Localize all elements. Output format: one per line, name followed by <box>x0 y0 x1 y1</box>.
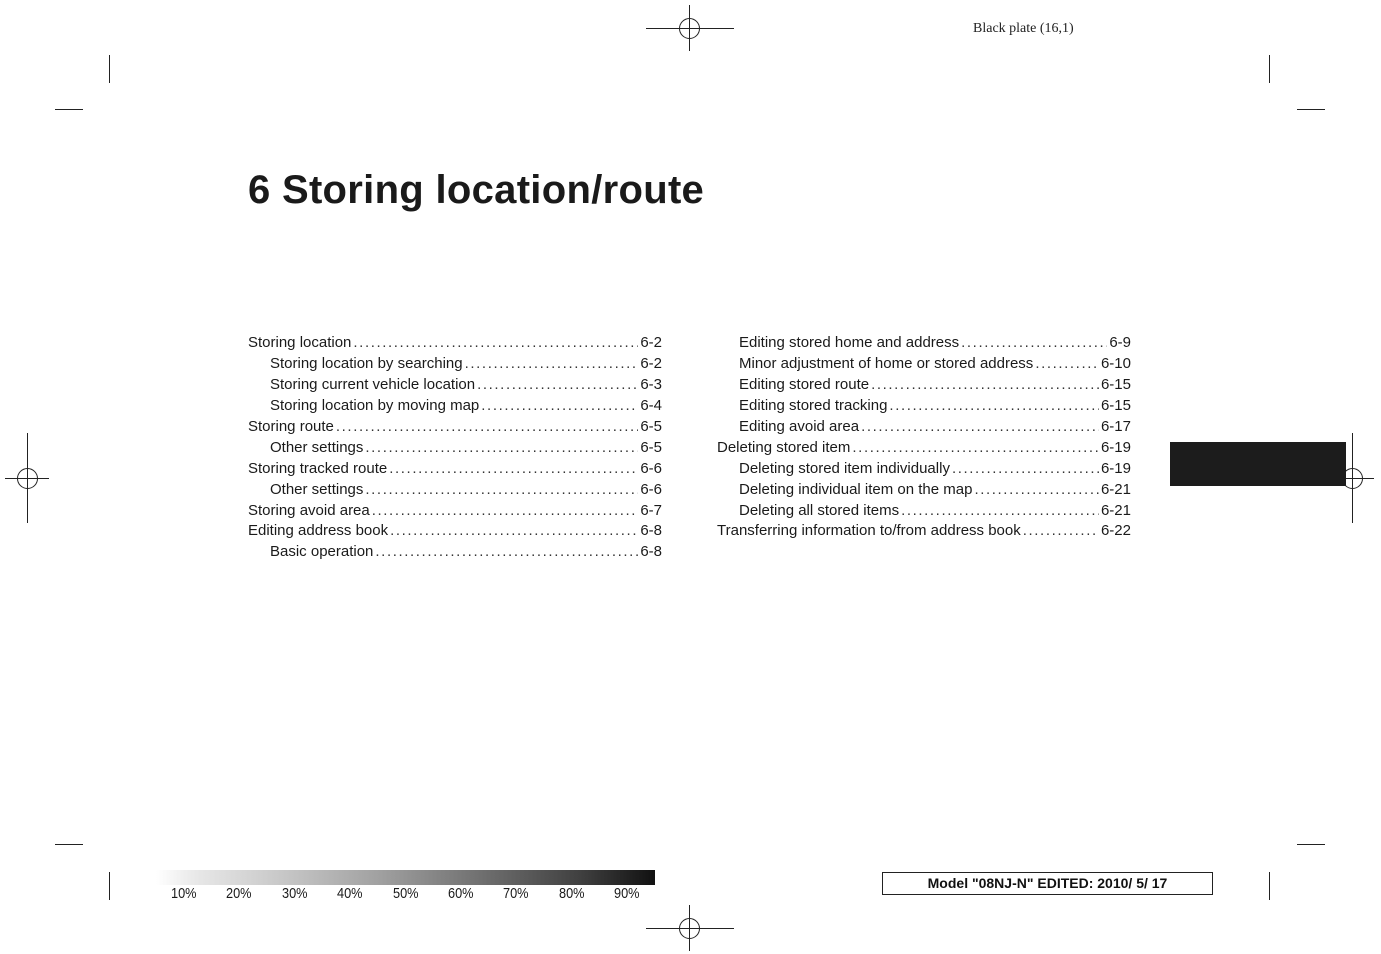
toc-entry <box>717 521 1131 542</box>
toc-entry-page: 6-8 <box>640 522 662 540</box>
toc-entry <box>717 375 1131 396</box>
toc-entry-label: Storing current vehicle location <box>270 375 476 393</box>
chapter-tab <box>1170 442 1346 486</box>
crop-mark <box>109 55 110 83</box>
toc-leader-dots <box>861 417 1099 438</box>
toc-entry-page: 6-10 <box>1100 354 1131 372</box>
toc-leader-dots <box>952 459 1099 480</box>
toc-entry <box>717 438 1131 459</box>
toc-entry-label: Other settings <box>270 480 364 498</box>
toc-right-column <box>717 333 1131 542</box>
toc-entry-label: Transferring information to/from address book <box>717 522 1021 540</box>
toc-entry <box>248 501 662 522</box>
toc-leader-dots <box>353 333 638 354</box>
page-title: 6 Storing location/route <box>248 168 705 212</box>
toc-entry-page: 6-19 <box>1100 459 1131 477</box>
toc-entry-page: 6-21 <box>1100 480 1131 498</box>
toc-entry-page: 6-7 <box>640 501 662 519</box>
toc-entry-page: 6-21 <box>1100 501 1131 519</box>
toc-entry <box>248 375 662 396</box>
toc-entry-page: 6-2 <box>640 354 662 372</box>
gray-scale-label: 70% <box>503 885 529 902</box>
toc-leader-dots <box>477 375 638 396</box>
toc-entry <box>248 417 662 438</box>
model-edited-stamp: Model "08NJ-N" EDITED: 2010/ 5/ 17 <box>882 872 1213 895</box>
gray-scale-label: 20% <box>226 885 252 902</box>
toc-leader-dots <box>961 333 1107 354</box>
registration-mark-top <box>646 11 734 45</box>
toc-leader-dots <box>365 438 638 459</box>
toc-leader-dots <box>1023 521 1099 542</box>
toc-entry <box>248 438 662 459</box>
crop-mark <box>1269 872 1270 900</box>
gray-scale-label: 60% <box>448 885 474 902</box>
toc-leader-dots <box>390 521 638 542</box>
toc-entry-page: 6-15 <box>1100 396 1131 414</box>
toc-entry-label: Deleting all stored items <box>739 501 900 519</box>
registration-mark-left <box>5 433 49 523</box>
toc-entry-page: 6-15 <box>1100 375 1131 393</box>
toc-entry-label: Editing stored route <box>739 375 870 393</box>
toc-entry <box>717 459 1131 480</box>
toc-entry-page: 6-4 <box>640 396 662 414</box>
toc-leader-dots <box>889 396 1099 417</box>
toc-entry <box>717 480 1131 501</box>
toc-entry-page: 6-22 <box>1100 522 1131 540</box>
toc-leader-dots <box>974 480 1099 501</box>
toc-entry-label: Deleting stored item individually <box>739 459 950 477</box>
toc-entry-label: Storing location by moving map <box>270 396 480 414</box>
toc-entry <box>717 417 1131 438</box>
crop-mark <box>1297 109 1325 110</box>
toc-leader-dots <box>336 417 638 438</box>
crop-mark <box>55 109 83 110</box>
toc-entry-page: 6-5 <box>640 438 662 456</box>
gray-scale-label: 90% <box>614 885 640 902</box>
toc-leader-dots <box>365 480 638 501</box>
toc-entry-page: 6-19 <box>1100 438 1131 456</box>
toc-entry-label: Storing avoid area <box>248 501 370 519</box>
gray-scale-label: 50% <box>392 885 419 902</box>
toc-entry-page: 6-8 <box>640 543 662 561</box>
toc-entry <box>248 459 662 480</box>
toc-entry-label: Deleting stored item <box>717 438 851 456</box>
toc-left-column <box>248 333 662 563</box>
toc-leader-dots <box>1035 354 1099 375</box>
gray-scale-label: 80% <box>558 885 585 902</box>
toc-leader-dots <box>852 438 1099 459</box>
toc-entry <box>717 501 1131 522</box>
crop-mark <box>109 872 110 900</box>
registration-mark-bottom <box>646 911 734 945</box>
gray-scale-label: 10% <box>171 885 197 902</box>
toc-entry-label: Editing address book <box>248 522 389 540</box>
toc-entry-label: Deleting individual item on the map <box>739 480 973 498</box>
toc-leader-dots <box>871 375 1099 396</box>
toc-entry-label: Basic operation <box>270 543 374 561</box>
toc-entry-label: Minor adjustment of home or stored address <box>739 354 1034 372</box>
toc-leader-dots <box>372 501 639 522</box>
toc-leader-dots <box>375 542 638 563</box>
toc-entry-page: 6-3 <box>640 375 662 393</box>
toc-entry <box>248 333 662 354</box>
plate-label: Black plate (16,1) <box>973 21 1074 36</box>
toc-leader-dots <box>465 354 639 375</box>
gray-scale-bar <box>156 870 655 885</box>
gray-scale-label: 30% <box>281 885 308 902</box>
toc-entry-label: Storing location <box>248 334 352 351</box>
toc-entry <box>248 542 662 563</box>
toc-entry <box>248 480 662 501</box>
toc-entry-label: Editing stored home and address <box>739 334 960 351</box>
toc-entry-label: Storing tracked route <box>248 459 388 477</box>
toc-entry <box>717 396 1131 417</box>
crop-mark <box>1269 55 1270 83</box>
toc-entry <box>248 521 662 542</box>
toc-entry-page: 6-9 <box>1109 334 1131 351</box>
toc-entry <box>717 333 1131 354</box>
crop-mark <box>55 844 83 845</box>
toc-entry-page: 6-5 <box>640 417 662 435</box>
toc-entry-label: Storing location by searching <box>270 354 463 372</box>
toc-entry-label: Storing route <box>248 417 334 435</box>
toc-entry-label: Other settings <box>270 438 364 456</box>
toc-leader-dots <box>389 459 638 480</box>
toc-entry-page: 6-17 <box>1100 417 1131 435</box>
crop-mark <box>1297 844 1325 845</box>
toc-entry-page: 6-6 <box>640 459 662 477</box>
toc-entry-page: 6-2 <box>640 334 662 351</box>
toc-entry-label: Editing stored tracking <box>739 396 888 414</box>
toc-entry-page: 6-6 <box>640 480 662 498</box>
toc-entry <box>717 354 1131 375</box>
toc-entry <box>248 396 662 417</box>
toc-leader-dots <box>481 396 638 417</box>
gray-scale-label: 40% <box>337 885 363 902</box>
toc-entry-label: Editing avoid area <box>739 417 860 435</box>
toc-leader-dots <box>901 501 1099 522</box>
toc-entry <box>248 354 662 375</box>
